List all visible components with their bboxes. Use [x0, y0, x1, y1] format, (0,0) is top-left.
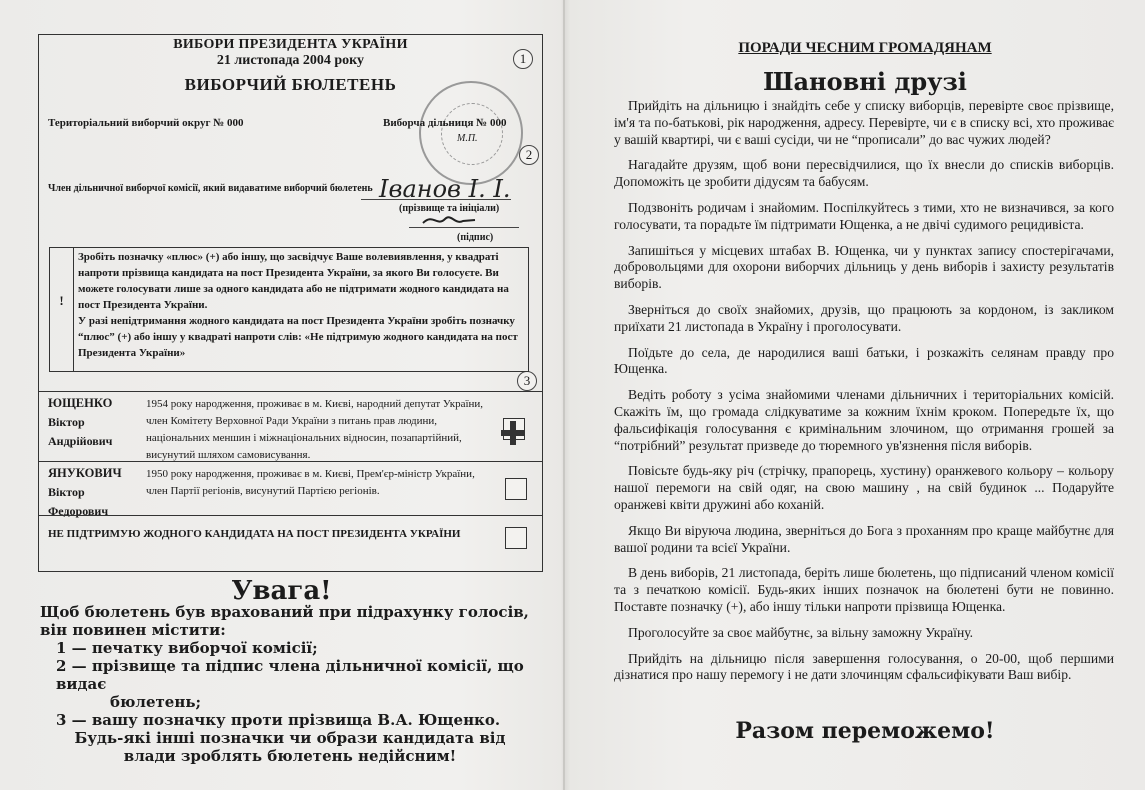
candidate-first-name: Віктор	[48, 485, 85, 499]
candidate-name	[48, 394, 112, 451]
candidate-patronymic: Федорович	[48, 504, 109, 518]
plus-mark	[501, 421, 525, 445]
advice-paragraph: Подзвоніть родичам і знайомим. Поспілкуйтесь з тими, хто не визначився, за кого голосувати, та порадьте їм підтримати Ющенка, а не двічі судимого рецидивіста.	[614, 199, 1114, 232]
advice-paragraph: Якщо Ви віруюча людина, зверніться до Бога з проханням про краще майбутнє для вашої родини та всієї України.	[614, 522, 1114, 555]
handwritten-name: Іванов І. І.	[379, 175, 511, 203]
instructions-box	[49, 247, 529, 372]
candidate-first-name: Віктор	[48, 415, 85, 429]
instructions-paragraph-1: Зробіть позначку «плюс» (+) або іншу, що засвідчує Ваше волевиявлення, у квадраті напроти прізвища кандидата на пост Президента України, за якого Ви голосуєте. Ви можете голосувати лише за одного кандидата або не підтримати жодного кандидата на пост Президента України.	[78, 251, 509, 311]
ballot-title: ВИБОРЧИЙ БЮЛЕТЕНЬ	[184, 75, 397, 94]
precinct-label: Виборча дільниця № 000	[383, 117, 507, 129]
name-line	[361, 199, 511, 200]
candidate-description: 1954 року народження, проживає в м. Києві, народний депутат України, член Комітету Верховної Ради України з питань прав людини, національних меншин і міжнаціональних відносин, позапартійний, висунутий шляхом самовисування.	[146, 398, 484, 461]
warning-block	[40, 603, 540, 765]
advice-paragraph: Поїдьте до села, де народилися ваші батьки, і розкажіть селянам правду про Ющенка.	[614, 344, 1114, 377]
advice-title: ПОРАДИ ЧЕСНИМ ГРОМАДЯНАМ	[738, 40, 992, 56]
ballot-header-date: 21 листопада 2004 року	[216, 53, 365, 68]
warning-title: Увага!	[231, 576, 332, 606]
warning-item-3: 3 — вашу позначку проти прізвища В.А. Ющенко.	[56, 711, 501, 729]
advice-paragraph: В день виборів, 21 листопада, беріть лише бюлетень, що підписаний членом комісії та з печаткою комісії. Будь-яких інших позначок на бюлетені бути не повинно. Поставте позначку (+), або іншу тільки напроти прізвища Ющенка.	[614, 565, 1114, 614]
marker-1: 1	[513, 49, 533, 69]
warning-intro: Щоб бюлетень був врахований при підрахунку голосів, він повинен містити:	[40, 603, 529, 639]
advice-paragraph: Прийдіть на дільницю і знайдіть себе у списку виборців, перевірте своє прізвище, ім'я та по-батькові, рік народження, адресу. Перевірте, чи є в списку всі, хто проживає у вашій квартирі, чи є ваші сусіди, чи не “прописали” до вас чужих людей?	[614, 98, 1114, 147]
advice-slogan: Разом переможемо!	[735, 718, 995, 744]
signature-caption: (підпис)	[457, 232, 494, 243]
instructions-paragraph-2: У разі непідтримання жодного кандидата на пост Президента України зробіть позначку “плюс” (+) або іншу у квадраті напроти слів: «Не підтримую жодного кандидата на пост Президента України»	[78, 315, 518, 359]
advice-paragraph: Нагадайте друзям, щоб вони пересвідчилися, що їх внесли до списків виборців. Допоможіть це зробити дідусям та бабусям.	[614, 157, 1114, 190]
instructions-text	[78, 249, 524, 361]
marker-2: 2	[519, 145, 539, 165]
candidate-row-yanukovych	[39, 461, 542, 518]
no-support-row	[39, 515, 542, 548]
ballot-header-line1: ВИБОРИ ПРЕЗИДЕНТА УКРАЇНИ	[173, 37, 408, 52]
signature-line	[409, 227, 519, 228]
no-support-checkbox[interactable]	[505, 527, 527, 549]
page-fold	[563, 0, 565, 790]
sample-ballot	[38, 34, 543, 572]
candidate-surname: ЯНУКОВИЧ	[48, 466, 122, 480]
marker-3: 3	[517, 371, 537, 391]
no-support-label: НЕ ПІДТРИМУЮ ЖОДНОГО КАНДИДАТА НА ПОСТ ПРЕЗИДЕНТА УКРАЇНИ	[48, 528, 461, 540]
district-label: Територіальний виборчий округ № 000	[48, 117, 244, 129]
advice-paragraph: Ведіть роботу з усіма знайомими членами дільничних і територіальних комісій. Скажіть їм, що громада слідкуватиме за кожним їхнім кроком. Попередьте їх, що фальсифікація голосування є кримінальним злочином, що отримання грошей за “потрібний” результат призведе до тюремного ув'язнення після виборів.	[614, 387, 1114, 453]
commission-member-label: Член дільничної виборчої комісії, який видаватиме виборчий бюлетень	[48, 183, 373, 194]
candidate-checkbox-yanukovych[interactable]	[505, 478, 527, 500]
advice-paragraph: Прийдіть на дільницю після завершення голосування, о 20-00, щоб першими дізнатися про нашу перемогу і не дати злочинцям сфальсифікувати Ваш вибір.	[614, 650, 1114, 683]
advice-paragraph: Повісьте будь-яку річ (стрічку, прапорець, хустину) оранжевого кольору – кольору нашої перемоги на свій одяг, на свою машину , на свій будинок ... Подаруйте оранжеві квіти дружині або коханій.	[614, 463, 1114, 512]
warning-item-2-cont: бюлетень;	[110, 693, 202, 711]
advice-greeting: Шановні друзі	[763, 67, 967, 96]
candidate-patronymic: Андрійович	[48, 434, 113, 448]
candidate-surname: ЮЩЕНКО	[48, 396, 113, 410]
name-caption: (прізвище та ініціали)	[399, 203, 500, 214]
advice-body	[614, 98, 1114, 693]
stamp-label: М.П.	[457, 133, 478, 144]
candidate-row-yushchenko	[39, 391, 542, 462]
instructions-mark: !	[50, 248, 74, 371]
warning-item-2: 2 — прізвище та підпис члена дільничної комісії, що видає	[56, 657, 524, 693]
warning-item-1: 1 — печатку виборчої комісії;	[56, 639, 318, 657]
advice-paragraph: Проголосуйте за своє майбутнє, за вільну заможну Україну.	[628, 624, 974, 640]
advice-paragraph: Запишіться у місцевих штабах В. Ющенка, чи у пунктах запису спостерігачами, добровольцями для охорони виборчих дільниць у день виборів і захисту результатів виборів.	[614, 242, 1114, 292]
warning-closing: Будь-які інші позначки чи образи кандидата від влади зроблять бюлетень недійсним!	[74, 729, 506, 765]
candidate-name	[48, 464, 122, 521]
candidate-description: 1950 року народження, проживає в м. Києві, Прем'єр-міністр України, член Партії регіонів, висунутий Партією регіонів.	[146, 468, 475, 497]
advice-paragraph: Зверніться до своїх знайомих, друзів, що працюють за кордоном, із закликом приїхати 21 листопада в Україну і проголосувати.	[614, 301, 1114, 334]
